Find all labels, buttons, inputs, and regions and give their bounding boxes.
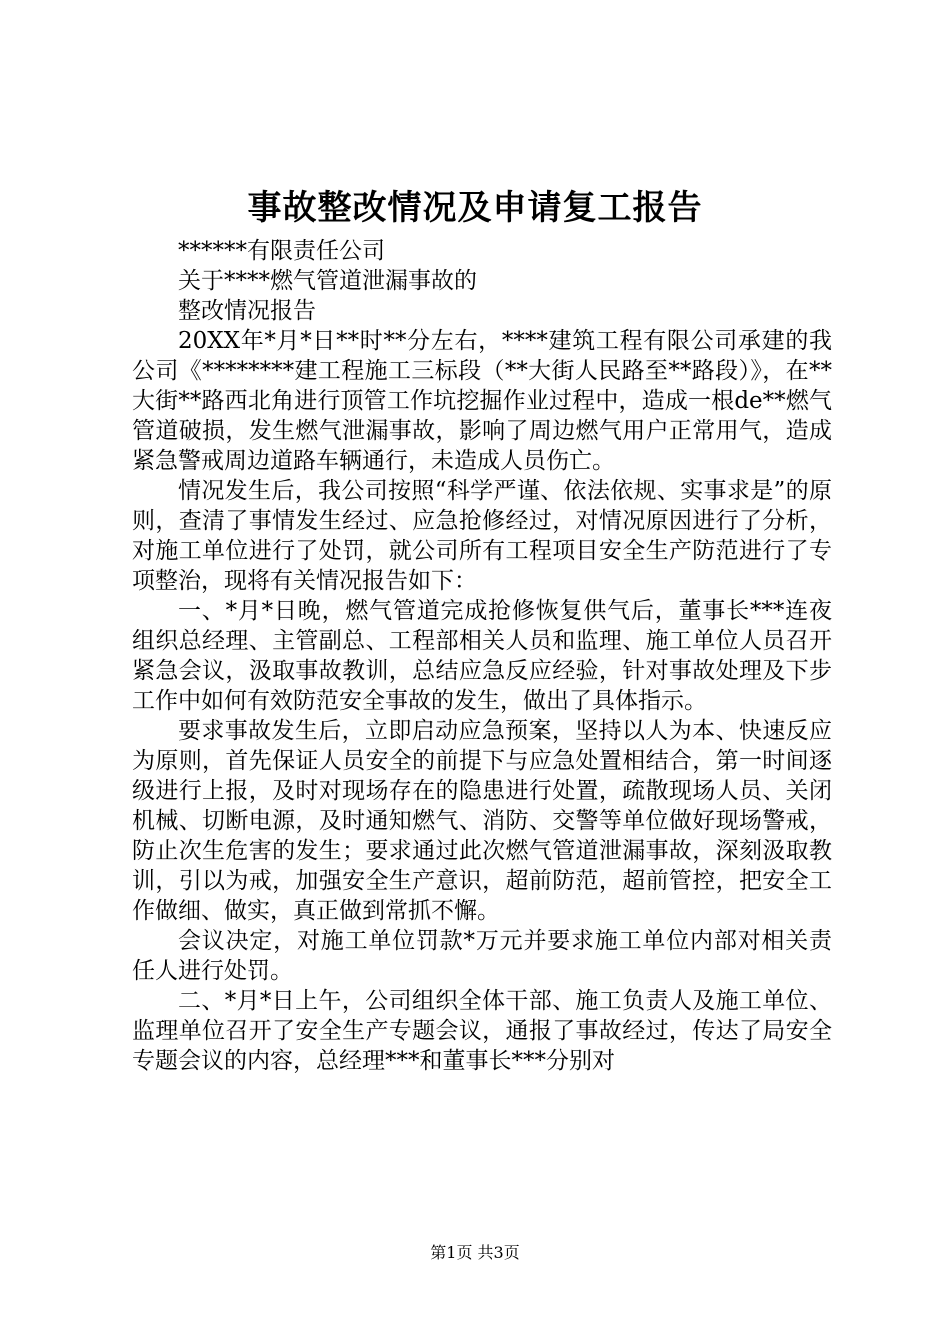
paragraph-penalty: 会议决定，对施工单位罚款*万元并要求施工单位内部对相关责任人进行处罚。	[132, 928, 832, 984]
paragraph-incident: 20XX年*月*日**时**分左右，****建筑工程有限公司承建的我公司《********建工程施工三标段（**大街人民路至**路段）》，在**大街**路西北角进行顶管工作坑挖掘作业过程中，造成一根de**燃气管道破损，发生燃气泄漏事故，影响了周边燃气用户正常用气，造成紧急警戒周边道路车辆通行，未造成人员伤亡。	[132, 328, 832, 474]
paragraph-section-one: 一、*月*日晚，燃气管道完成抢修恢复供气后，董事长***连夜组织总经理、主管副总、工程部相关人员和监理、施工单位人员召开紧急会议，汲取事故教训，总结应急反应经验，针对事故处理及下步工作中如何有效防范安全事故的发生，做出了具体指示。	[132, 598, 832, 714]
document-body	[132, 236, 832, 1076]
page-number: 第1页 共3页	[430, 1243, 520, 1262]
paragraph-response: 情况发生后，我公司按照“科学严谨、依法依规、实事求是”的原则，查清了事情发生经过、应急抢修经过，对情况原因进行了分析，对施工单位进行了处罚，就公司所有工程项目安全生产防范进行了专项整治，现将有关情况报告如下：	[132, 478, 832, 594]
subject-line: 关于****燃气管道泄漏事故的	[178, 268, 477, 294]
paragraph-section-two: 二、*月*日上午，公司组织全体干部、施工负责人及施工单位、监理单位召开了安全生产专题会议，通报了事故经过，传达了局安全专题会议的内容，总经理***和董事长***分别对	[132, 988, 832, 1074]
company-name-line: ******有限责任公司	[178, 238, 385, 264]
document-title: 事故整改情况及申请复工报告	[247, 188, 703, 228]
report-name-line: 整改情况报告	[178, 298, 316, 324]
paragraph-requirements: 要求事故发生后，立即启动应急预案，坚持以人为本、快速反应为原则，首先保证人员安全的前提下与应急处置相结合，第一时间逐级进行上报，及时对现场存在的隐患进行处置，疏散现场人员、关闭机械、切断电源，及时通知燃气、消防、交警等单位做好现场警戒，防止次生危害的发生；要求通过此次燃气管道泄漏事故，深刻汲取教训，引以为戒，加强安全生产意识，超前防范，超前管控，把安全工作做细、做实，真正做到常抓不懈。	[132, 718, 832, 924]
